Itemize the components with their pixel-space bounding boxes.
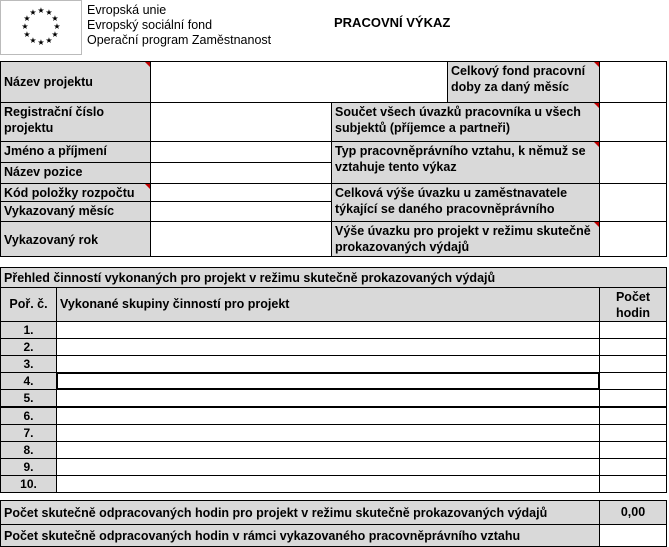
relation-type-label: Typ pracovněprávního vztahu, k němuž se vztahuje tento výkaz: [331, 141, 600, 184]
activity-cell[interactable]: [56, 441, 600, 459]
hours-cell[interactable]: [599, 475, 667, 493]
budget-item-label: Kód položky rozpočtu: [0, 183, 151, 202]
actual-hours-value[interactable]: 0,00: [599, 500, 667, 525]
svg-text:★: ★: [53, 22, 61, 31]
svg-text:★: ★: [23, 30, 31, 39]
year-field[interactable]: [150, 221, 332, 257]
month-field[interactable]: [150, 201, 332, 222]
svg-text:★: ★: [37, 6, 45, 15]
row-number: 8.: [0, 441, 57, 459]
row-number: 9.: [0, 458, 57, 476]
activity-cell[interactable]: [56, 321, 600, 339]
col-header-no: Poř. č.: [0, 287, 57, 322]
hours-cell[interactable]: [599, 355, 667, 373]
row-number: 3.: [0, 355, 57, 373]
row-number: 4.: [0, 372, 57, 390]
row-number: 6.: [0, 407, 57, 425]
col-header-activity: Vykonané skupiny činností pro projekt: [56, 287, 600, 322]
actual-hours-label: Počet skutečně odpracovaných hodin pro projekt v režimu skutečně prokazovaných výdajů: [0, 500, 600, 525]
full-name-label: Jméno a příjmení: [0, 141, 151, 163]
sum-workloads-label: Součet všech úvazků pracovníka u všech subjektů (příjemce a partneři): [331, 102, 600, 142]
activities-section-title: Přehled činností vykonaných pro projekt v režimu skutečně prokazovaných výdajů: [0, 267, 667, 288]
row-number: 10.: [0, 475, 57, 493]
hours-cell[interactable]: [599, 372, 667, 390]
position-field[interactable]: [150, 162, 332, 184]
hours-cell[interactable]: [599, 338, 667, 356]
hours-cell[interactable]: [599, 424, 667, 442]
eu-line-2: Evropský sociální fond: [87, 18, 213, 32]
activity-cell-selected[interactable]: [56, 372, 600, 390]
hours-cell[interactable]: [599, 441, 667, 459]
total-fund-label: Celkový fond pracovní doby za daný měsíc: [447, 61, 600, 103]
sum-workloads-field[interactable]: [599, 102, 667, 142]
row-number: 5.: [0, 389, 57, 407]
hours-cell[interactable]: [599, 321, 667, 339]
svg-text:★: ★: [37, 38, 45, 47]
eu-line-3: Operační program Zaměstnanost: [87, 33, 272, 47]
activity-cell[interactable]: [56, 458, 600, 476]
svg-text:★: ★: [21, 22, 29, 31]
eu-flag-logo: [0, 0, 82, 55]
full-name-field[interactable]: [150, 141, 332, 163]
activity-cell[interactable]: [56, 389, 600, 407]
contract-hours-label: Počet skutečně odpracovaných hodin v rámci vykazovaného pracovněprávního vztahu: [0, 524, 600, 547]
project-name-label: Název projektu: [0, 61, 151, 103]
row-number: 1.: [0, 321, 57, 339]
page-title: PRACOVNÍ VÝKAZ: [334, 15, 451, 30]
project-workload-field[interactable]: [599, 221, 667, 257]
activity-cell[interactable]: [56, 338, 600, 356]
reg-number-field[interactable]: [150, 102, 332, 142]
hours-cell[interactable]: [599, 458, 667, 476]
project-workload-label: Výše úvazku pro projekt v režimu skutečně prokazovaných výdajů: [331, 221, 600, 257]
activity-cell[interactable]: [56, 407, 600, 425]
relation-type-field[interactable]: [599, 141, 667, 184]
employer-workload-field[interactable]: [599, 183, 667, 222]
svg-text:★: ★: [51, 14, 59, 23]
svg-text:★: ★: [29, 8, 37, 17]
activity-cell[interactable]: [56, 424, 600, 442]
reg-number-label: Registrační číslo projektu: [0, 102, 151, 142]
eu-stars-icon: [1, 1, 81, 54]
total-fund-field[interactable]: [599, 61, 667, 103]
svg-text:★: ★: [45, 36, 53, 45]
eu-text-block: [87, 3, 287, 48]
row-number: 2.: [0, 338, 57, 356]
col-header-hours: Počet hodin: [599, 287, 667, 322]
svg-text:★: ★: [51, 30, 59, 39]
hours-cell[interactable]: [599, 389, 667, 407]
svg-text:★: ★: [45, 8, 53, 17]
project-name-field[interactable]: [150, 61, 448, 103]
svg-text:★: ★: [23, 14, 31, 23]
month-label: Vykazovaný měsíc: [0, 201, 151, 222]
budget-item-field[interactable]: [150, 183, 332, 202]
svg-text:★: ★: [29, 36, 37, 45]
eu-line-1: Evropská unie: [87, 3, 167, 17]
year-label: Vykazovaný rok: [0, 221, 151, 257]
activity-cell[interactable]: [56, 475, 600, 493]
hours-cell[interactable]: [599, 407, 667, 425]
contract-hours-field[interactable]: [599, 524, 667, 547]
activity-cell[interactable]: [56, 355, 600, 373]
row-number: 7.: [0, 424, 57, 442]
position-label: Název pozice: [0, 162, 151, 184]
employer-workload-label: Celková výše úvazku u zaměstnavatele týkající se daného pracovněprávního: [331, 183, 600, 222]
